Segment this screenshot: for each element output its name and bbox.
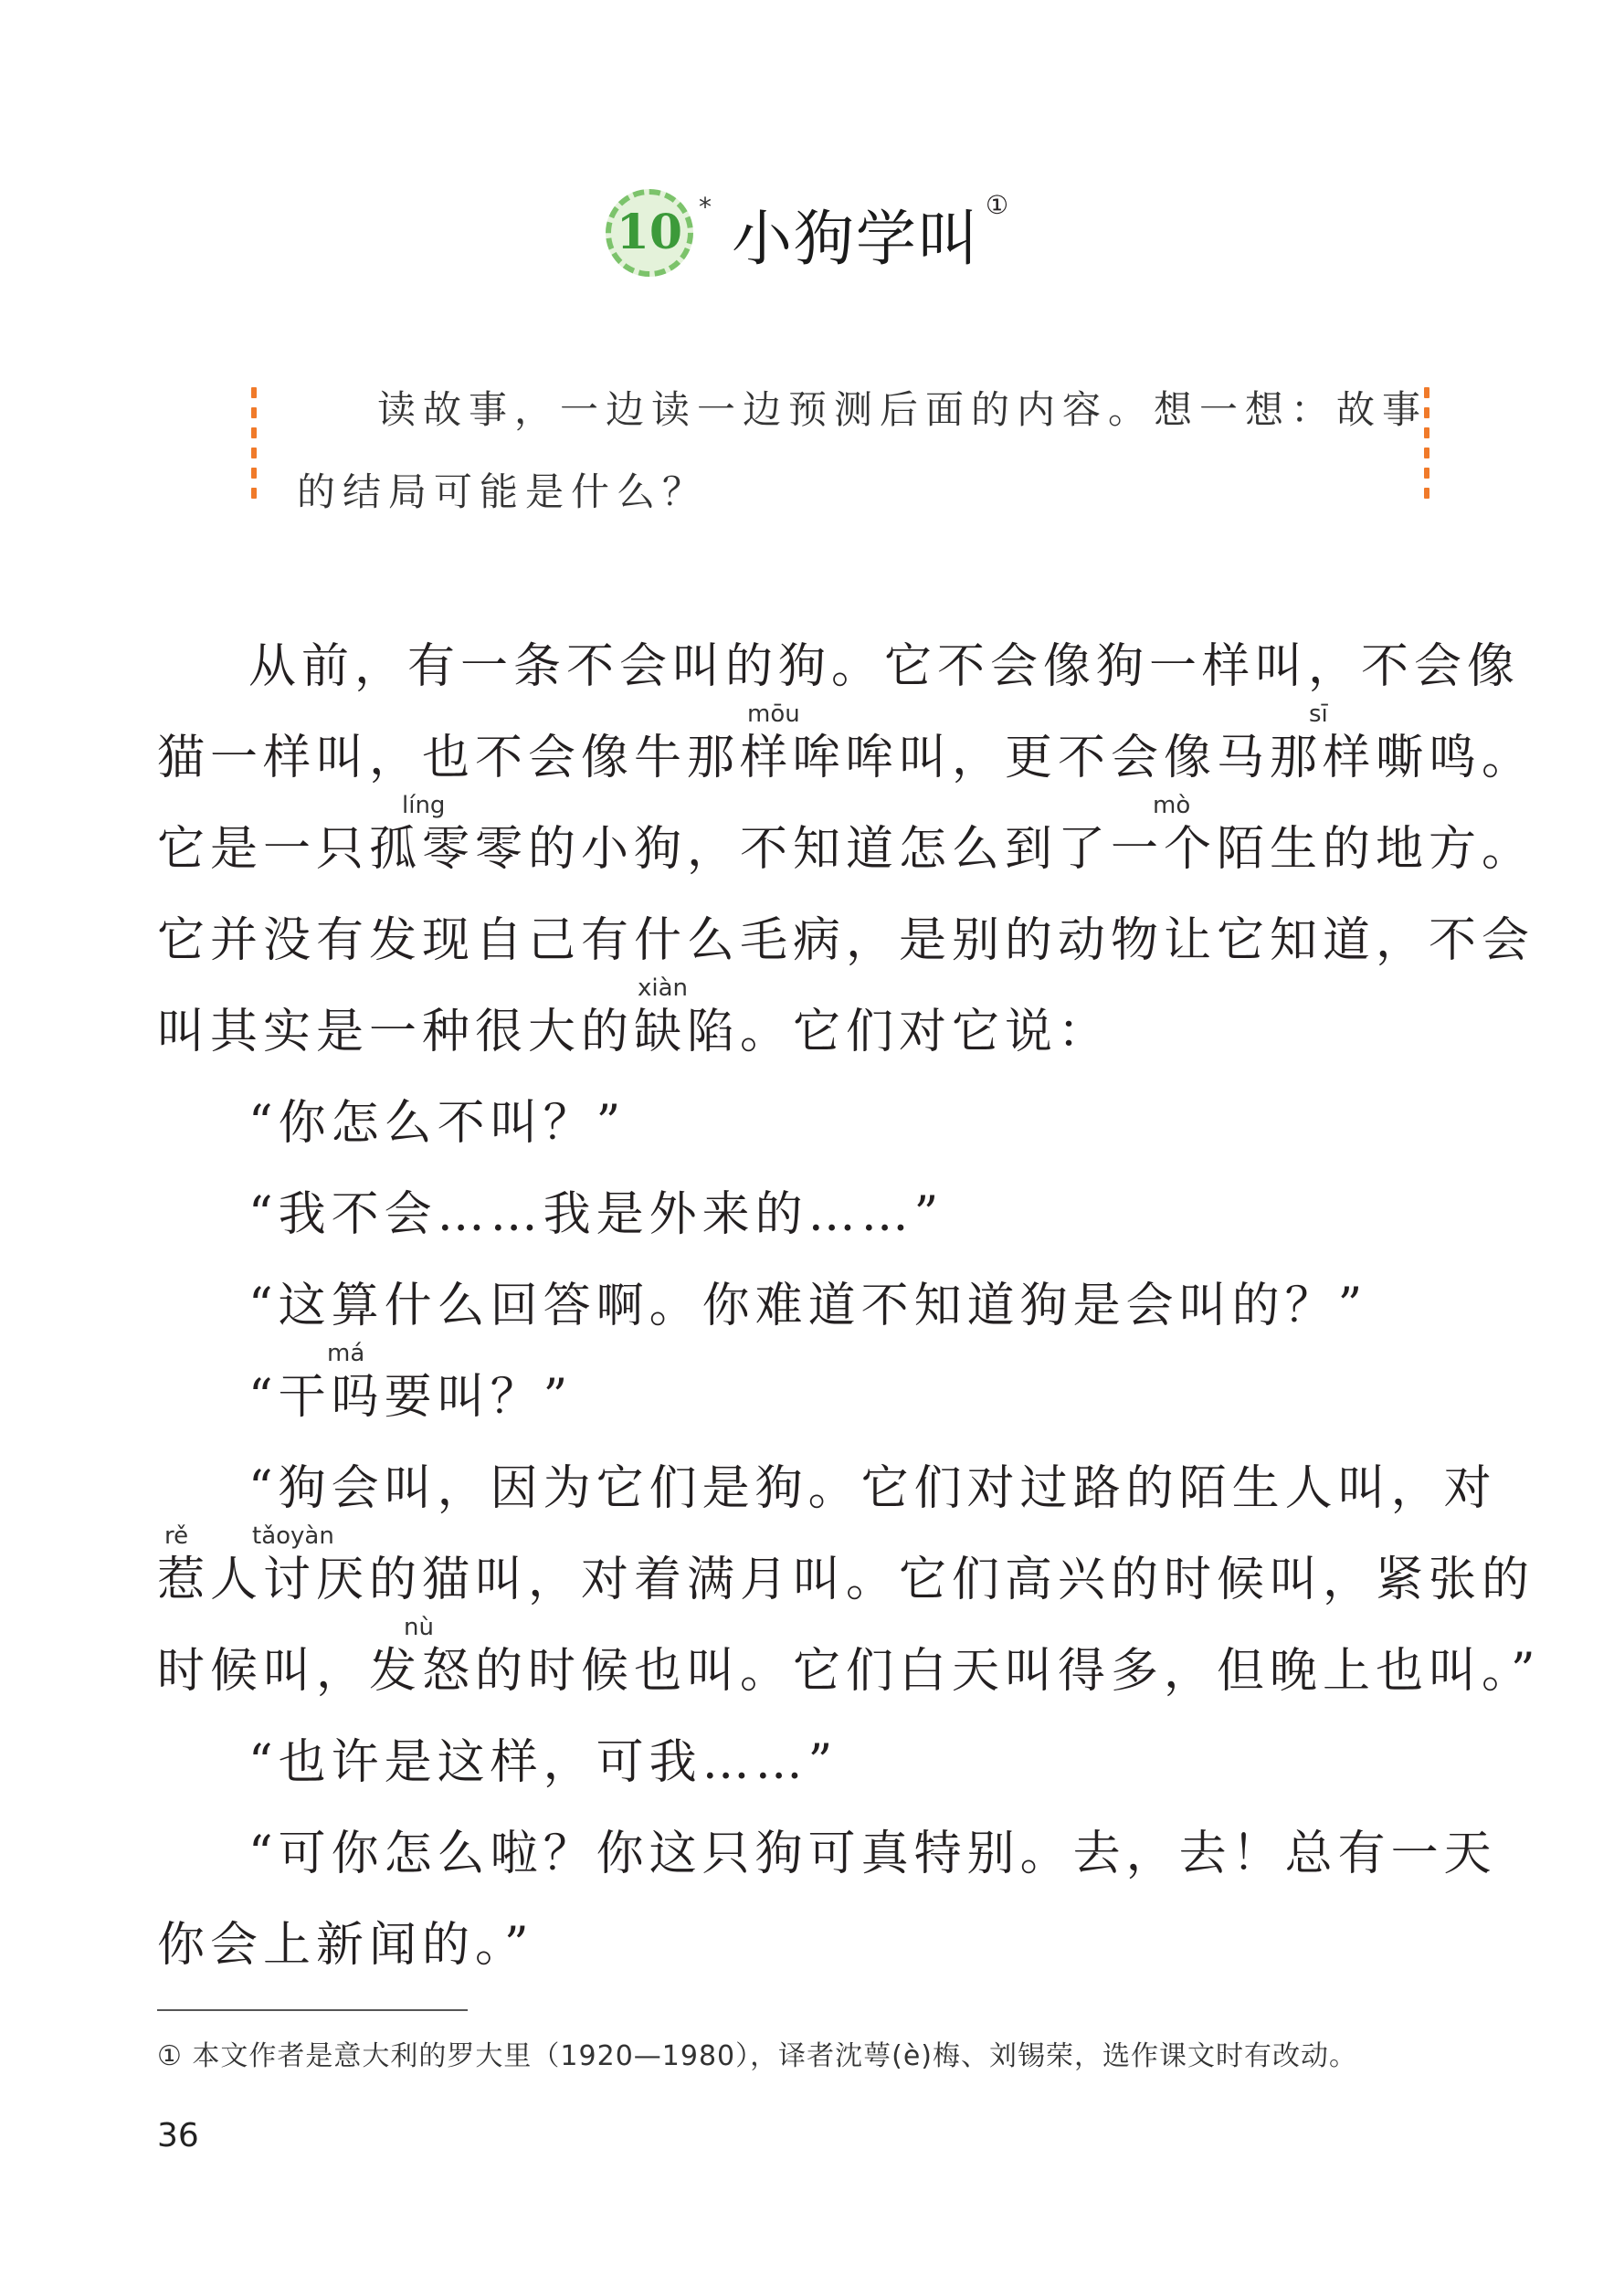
body-line-11: 惹人讨厌的猫叫，对着满月叫。它们高兴的时候叫，紧张的 [157,1553,1535,1607]
lesson-number: 10 [616,205,683,260]
body-line-14: “可你怎么啦？你这只狗可真特别。去，去！总有一天 [248,1827,1497,1881]
body-line-5: 叫其实是一种很大的缺陷。它们对它说： [157,1005,1112,1059]
footnote-rule [157,2009,468,2011]
dialogue-line-4: “干吗要叫？” [248,1370,574,1425]
footnote: ① 本文作者是意大利的罗大里（1920—1980），译者沈萼(è)梅、刘锡荣，选作课文时有改动。 [157,2040,1357,2072]
dialogue-line-3: “这算什么回答啊。你难道不知道狗是会叫的？” [248,1279,1368,1333]
pinyin-xian: xiàn [638,974,689,1002]
body-line-1: 从前，有一条不会叫的狗。它不会像狗一样叫，不会像 [248,639,1521,694]
body-line-4: 它并没有发现自己有什么毛病，是别的动物让它知道，不会 [157,913,1535,968]
dialogue-line-5: “也许是这样，可我……” [248,1735,839,1790]
prompt-line-1: 读故事，一边读一边预测后面的内容。想一想：故事 [377,387,1429,432]
lesson-header [0,183,1614,283]
pinyin-ling: líng [402,792,446,819]
prompt-left-bar [251,387,257,521]
lesson-number-badge [606,189,693,277]
body-line-15: 你会上新闻的。” [157,1918,534,1973]
lesson-mark: * [698,192,712,222]
body-line-3: 它是一只孤零零的小狗，不知道怎么到了一个陌生的地方。 [157,822,1535,877]
page-number: 36 [157,2117,199,2154]
body-line-2: 猫一样叫，也不会像牛那样哞哞叫，更不会像马那样嘶鸣。 [157,731,1535,785]
pinyin-taoyan: tǎoyàn [252,1522,334,1550]
body-line-10: “狗会叫，因为它们是狗。它们对过路的陌生人叫，对 [248,1461,1497,1516]
pinyin-nu: nù [404,1614,434,1641]
lesson-title: 小狗学叫 [731,203,980,274]
reading-prompt [251,374,1429,521]
body-line-12: 时候叫，发怒的时候也叫。它们白天叫得多，但晚上也叫。” [157,1644,1541,1699]
pinyin-mou: mōu [747,700,800,728]
prompt-line-2: 的结局可能是什么？ [297,469,709,514]
title-footnote-mark: ① [985,190,1009,220]
pinyin-mo: mò [1153,792,1191,819]
dialogue-line-2: “我不会……我是外来的……” [248,1187,944,1242]
dialogue-line-1: “你怎么不叫？” [248,1096,627,1151]
pinyin-si: sī [1309,700,1328,728]
pinyin-re: rě [164,1522,189,1550]
pinyin-ma: má [327,1340,365,1367]
